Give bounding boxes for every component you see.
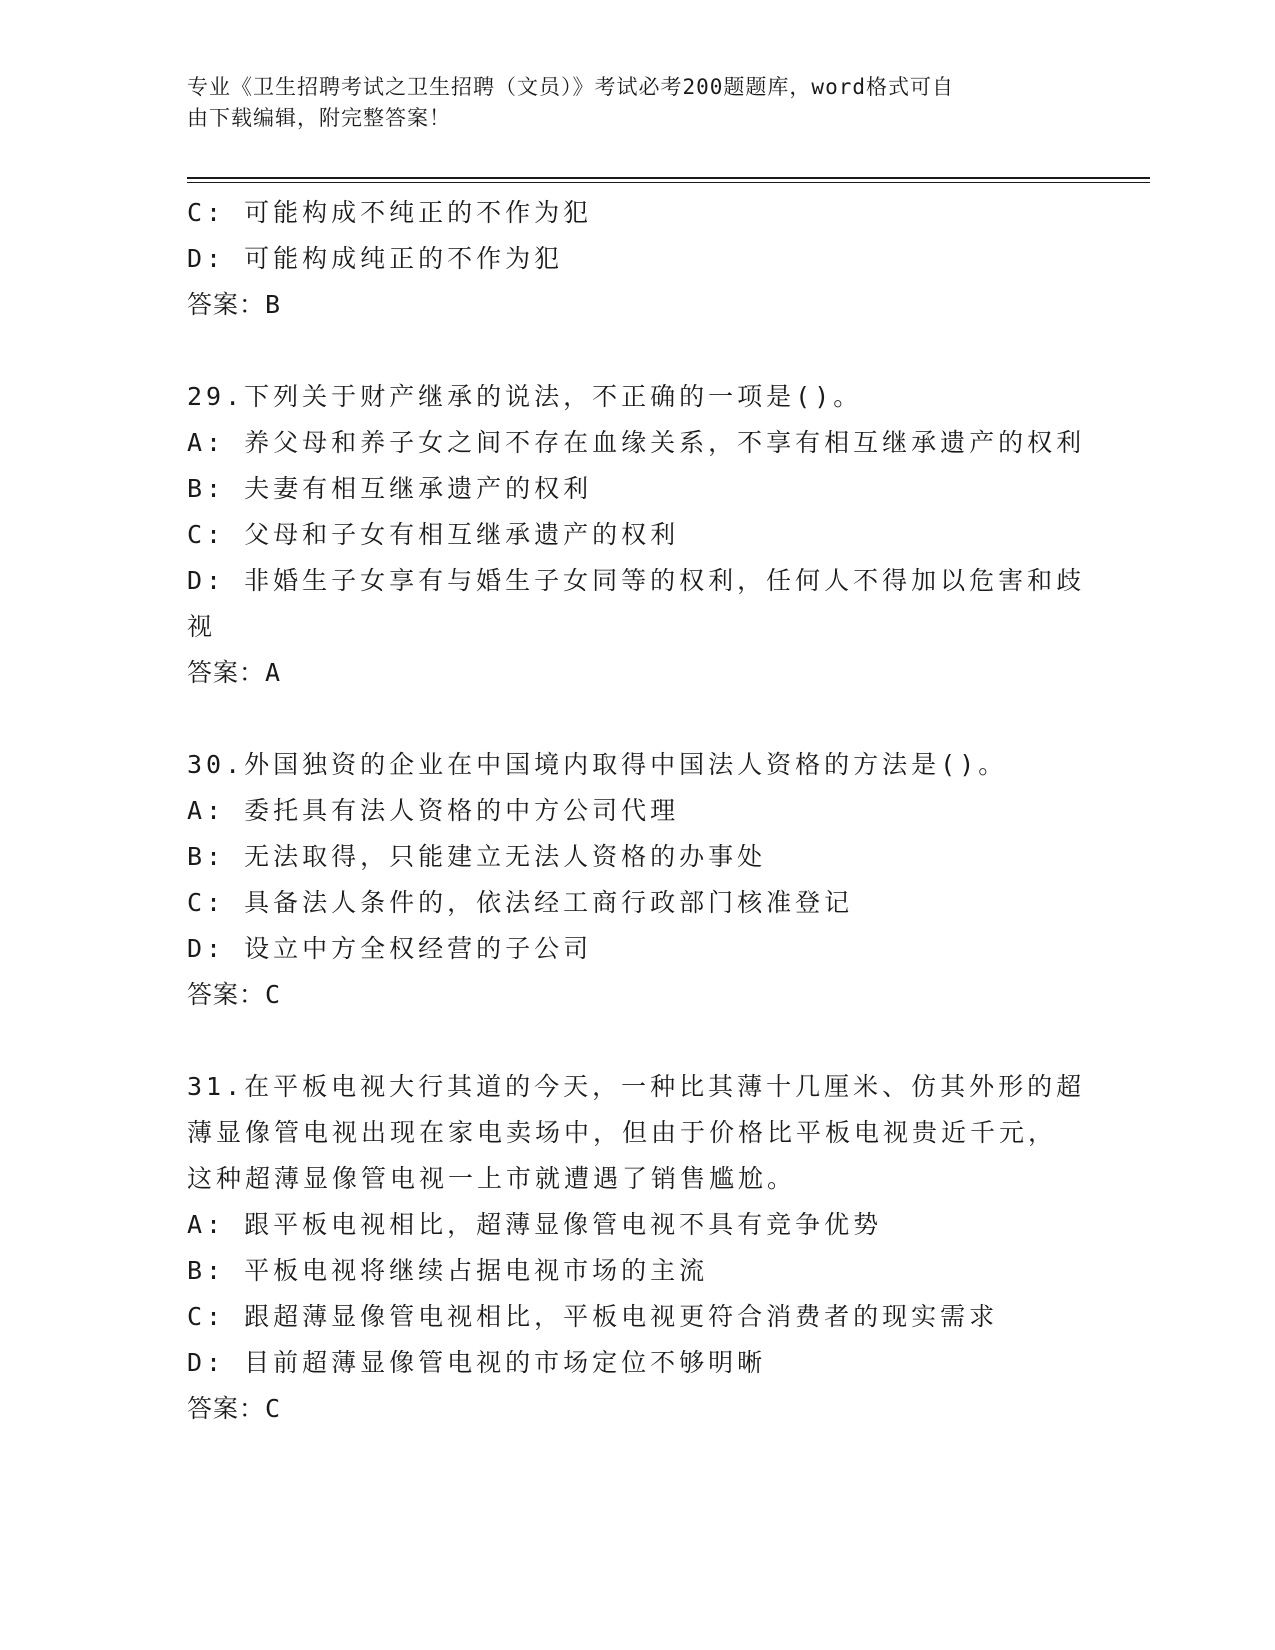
header-line-2: 由下载编辑，附完整答案！ [187, 106, 451, 130]
question-30 [187, 742, 1087, 1018]
option-d: D: 非婚生子女享有与婚生子女同等的权利，任何人不得加以危害和歧 [187, 566, 1086, 595]
option-d-continued: 视 [187, 612, 217, 641]
option-d: D: 设立中方全权经营的子公司 [187, 934, 593, 963]
option-c: C: 跟超薄显像管电视相比，平板电视更符合消费者的现实需求 [187, 1302, 999, 1331]
answer-label: 答案：A [187, 658, 282, 687]
option-d: D: 目前超薄显像管电视的市场定位不够明晰 [187, 1348, 767, 1377]
question-stem: 29.下列关于财产继承的说法，不正确的一项是()。 [187, 382, 863, 411]
question-29 [187, 374, 1087, 696]
question-list [187, 190, 1087, 1432]
question-31 [187, 1064, 1087, 1432]
answer-label: 答案：C [187, 980, 282, 1009]
question-stem-line-2: 薄显像管电视出现在家电卖场中，但由于价格比平板电视贵近千元， [187, 1118, 1058, 1147]
option-b: B: 平板电视将继续占据电视市场的主流 [187, 1256, 709, 1285]
question-stem-line-1: 31.在平板电视大行其道的今天，一种比其薄十几厘米、仿其外形的超 [187, 1072, 1086, 1101]
option-d: D: 可能构成纯正的不作为犯 [187, 244, 564, 273]
spacer [187, 328, 1087, 374]
option-b: B: 夫妻有相互继承遗产的权利 [187, 474, 593, 503]
spacer [187, 696, 1087, 742]
document-header [187, 72, 1087, 134]
option-a: A: 委托具有法人资格的中方公司代理 [187, 796, 680, 825]
prev-question [187, 190, 1087, 328]
option-c: C: 父母和子女有相互继承遗产的权利 [187, 520, 680, 549]
option-a: A: 跟平板电视相比，超薄显像管电视不具有竞争优势 [187, 1210, 883, 1239]
option-c: C: 可能构成不纯正的不作为犯 [187, 198, 593, 227]
question-stem-line-3: 这种超薄显像管电视一上市就遭遇了销售尴尬。 [187, 1164, 797, 1193]
answer-label: 答案：B [187, 290, 282, 319]
spacer [187, 1018, 1087, 1064]
option-b: B: 无法取得，只能建立无法人资格的办事处 [187, 842, 767, 871]
option-a: A: 养父母和养子女之间不存在血缘关系，不享有相互继承遗产的权利 [187, 428, 1086, 457]
header-divider-thin [187, 182, 1150, 183]
question-stem: 30.外国独资的企业在中国境内取得中国法人资格的方法是()。 [187, 750, 1008, 779]
header-divider-thick [187, 177, 1150, 179]
header-line-1: 专业《卫生招聘考试之卫生招聘（文员）》考试必考200题题库，word格式可自 [187, 75, 954, 99]
answer-label: 答案：C [187, 1394, 282, 1423]
option-c: C: 具备法人条件的，依法经工商行政部门核准登记 [187, 888, 854, 917]
